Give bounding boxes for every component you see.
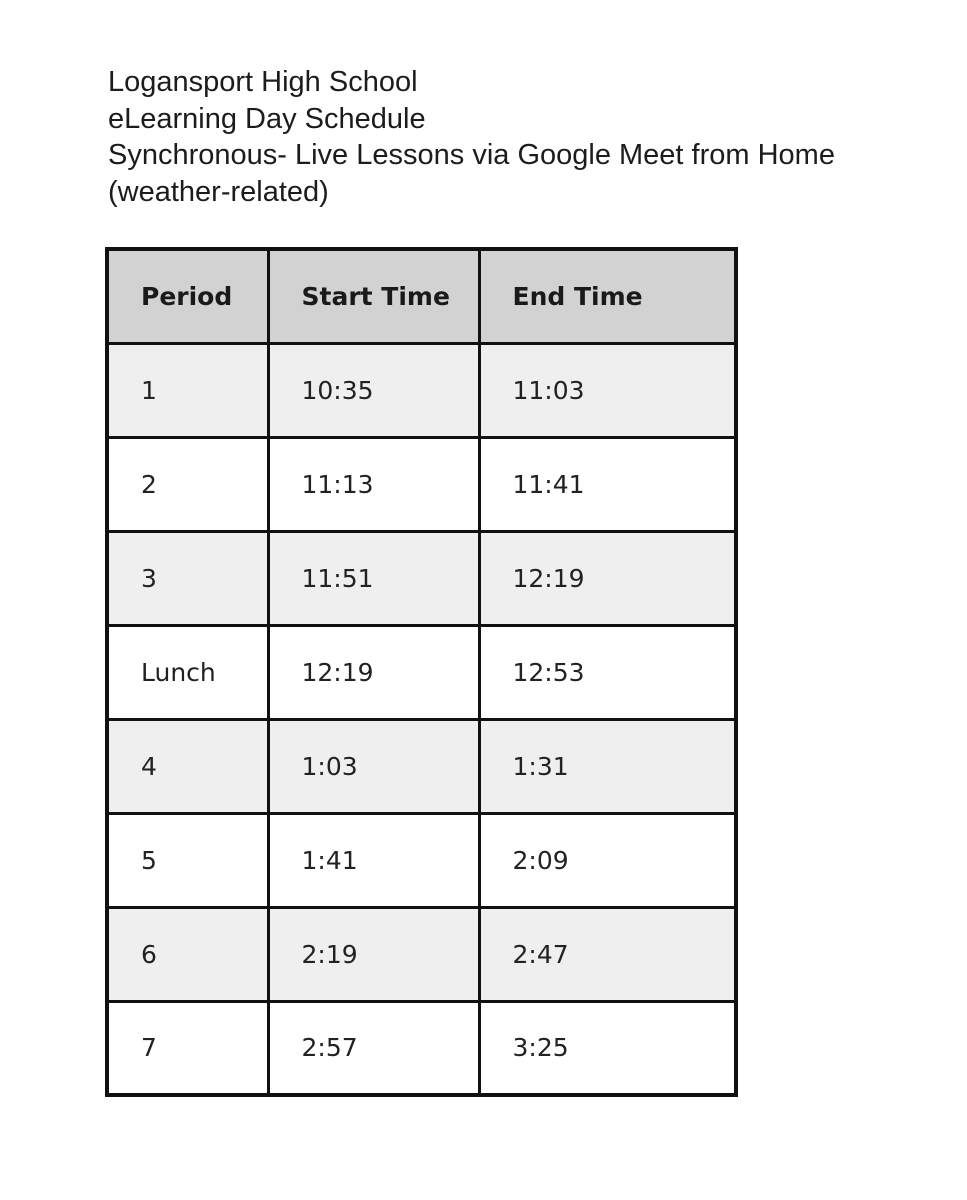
end-time-cell: 3:25 — [479, 1001, 736, 1095]
table-row — [107, 625, 736, 719]
table-row — [107, 1001, 736, 1095]
schedule-subtitle: Synchronous- Live Lessons via Google Meet from Home — [108, 139, 835, 171]
schedule-note: (weather-related) — [108, 175, 329, 208]
start-time-cell: 1:03 — [268, 719, 479, 813]
column-header-end-time: End Time — [479, 249, 736, 343]
period-cell: 2 — [107, 437, 268, 531]
start-time-cell: 11:13 — [268, 437, 479, 531]
table-row — [107, 719, 736, 813]
column-header-start-time: Start Time — [268, 249, 479, 343]
end-time-cell: 2:09 — [479, 813, 736, 907]
end-time-cell: 12:19 — [479, 531, 736, 625]
period-cell: 4 — [107, 719, 268, 813]
start-time-cell: 2:57 — [268, 1001, 479, 1095]
schedule-table — [105, 247, 738, 1097]
table-row — [107, 907, 736, 1001]
end-time-cell: 1:31 — [479, 719, 736, 813]
start-time-cell: 1:41 — [268, 813, 479, 907]
period-cell: 3 — [107, 531, 268, 625]
school-name: Logansport High School — [108, 66, 418, 98]
period-cell: 6 — [107, 907, 268, 1001]
start-time-cell: 10:35 — [268, 343, 479, 437]
schedule-title: eLearning Day Schedule — [108, 102, 426, 135]
start-time-cell: 11:51 — [268, 531, 479, 625]
table-row — [107, 437, 736, 531]
end-time-cell: 12:53 — [479, 625, 736, 719]
start-time-cell: 2:19 — [268, 907, 479, 1001]
column-header-period: Period — [107, 249, 268, 343]
document-header — [108, 64, 835, 210]
period-cell: Lunch — [107, 625, 268, 719]
table-row — [107, 343, 736, 437]
end-time-cell: 11:03 — [479, 343, 736, 437]
table-row — [107, 813, 736, 907]
end-time-cell: 2:47 — [479, 907, 736, 1001]
table-row — [107, 531, 736, 625]
period-cell: 5 — [107, 813, 268, 907]
period-cell: 7 — [107, 1001, 268, 1095]
table-header-row — [107, 249, 736, 343]
period-cell: 1 — [107, 343, 268, 437]
start-time-cell: 12:19 — [268, 625, 479, 719]
end-time-cell: 11:41 — [479, 437, 736, 531]
